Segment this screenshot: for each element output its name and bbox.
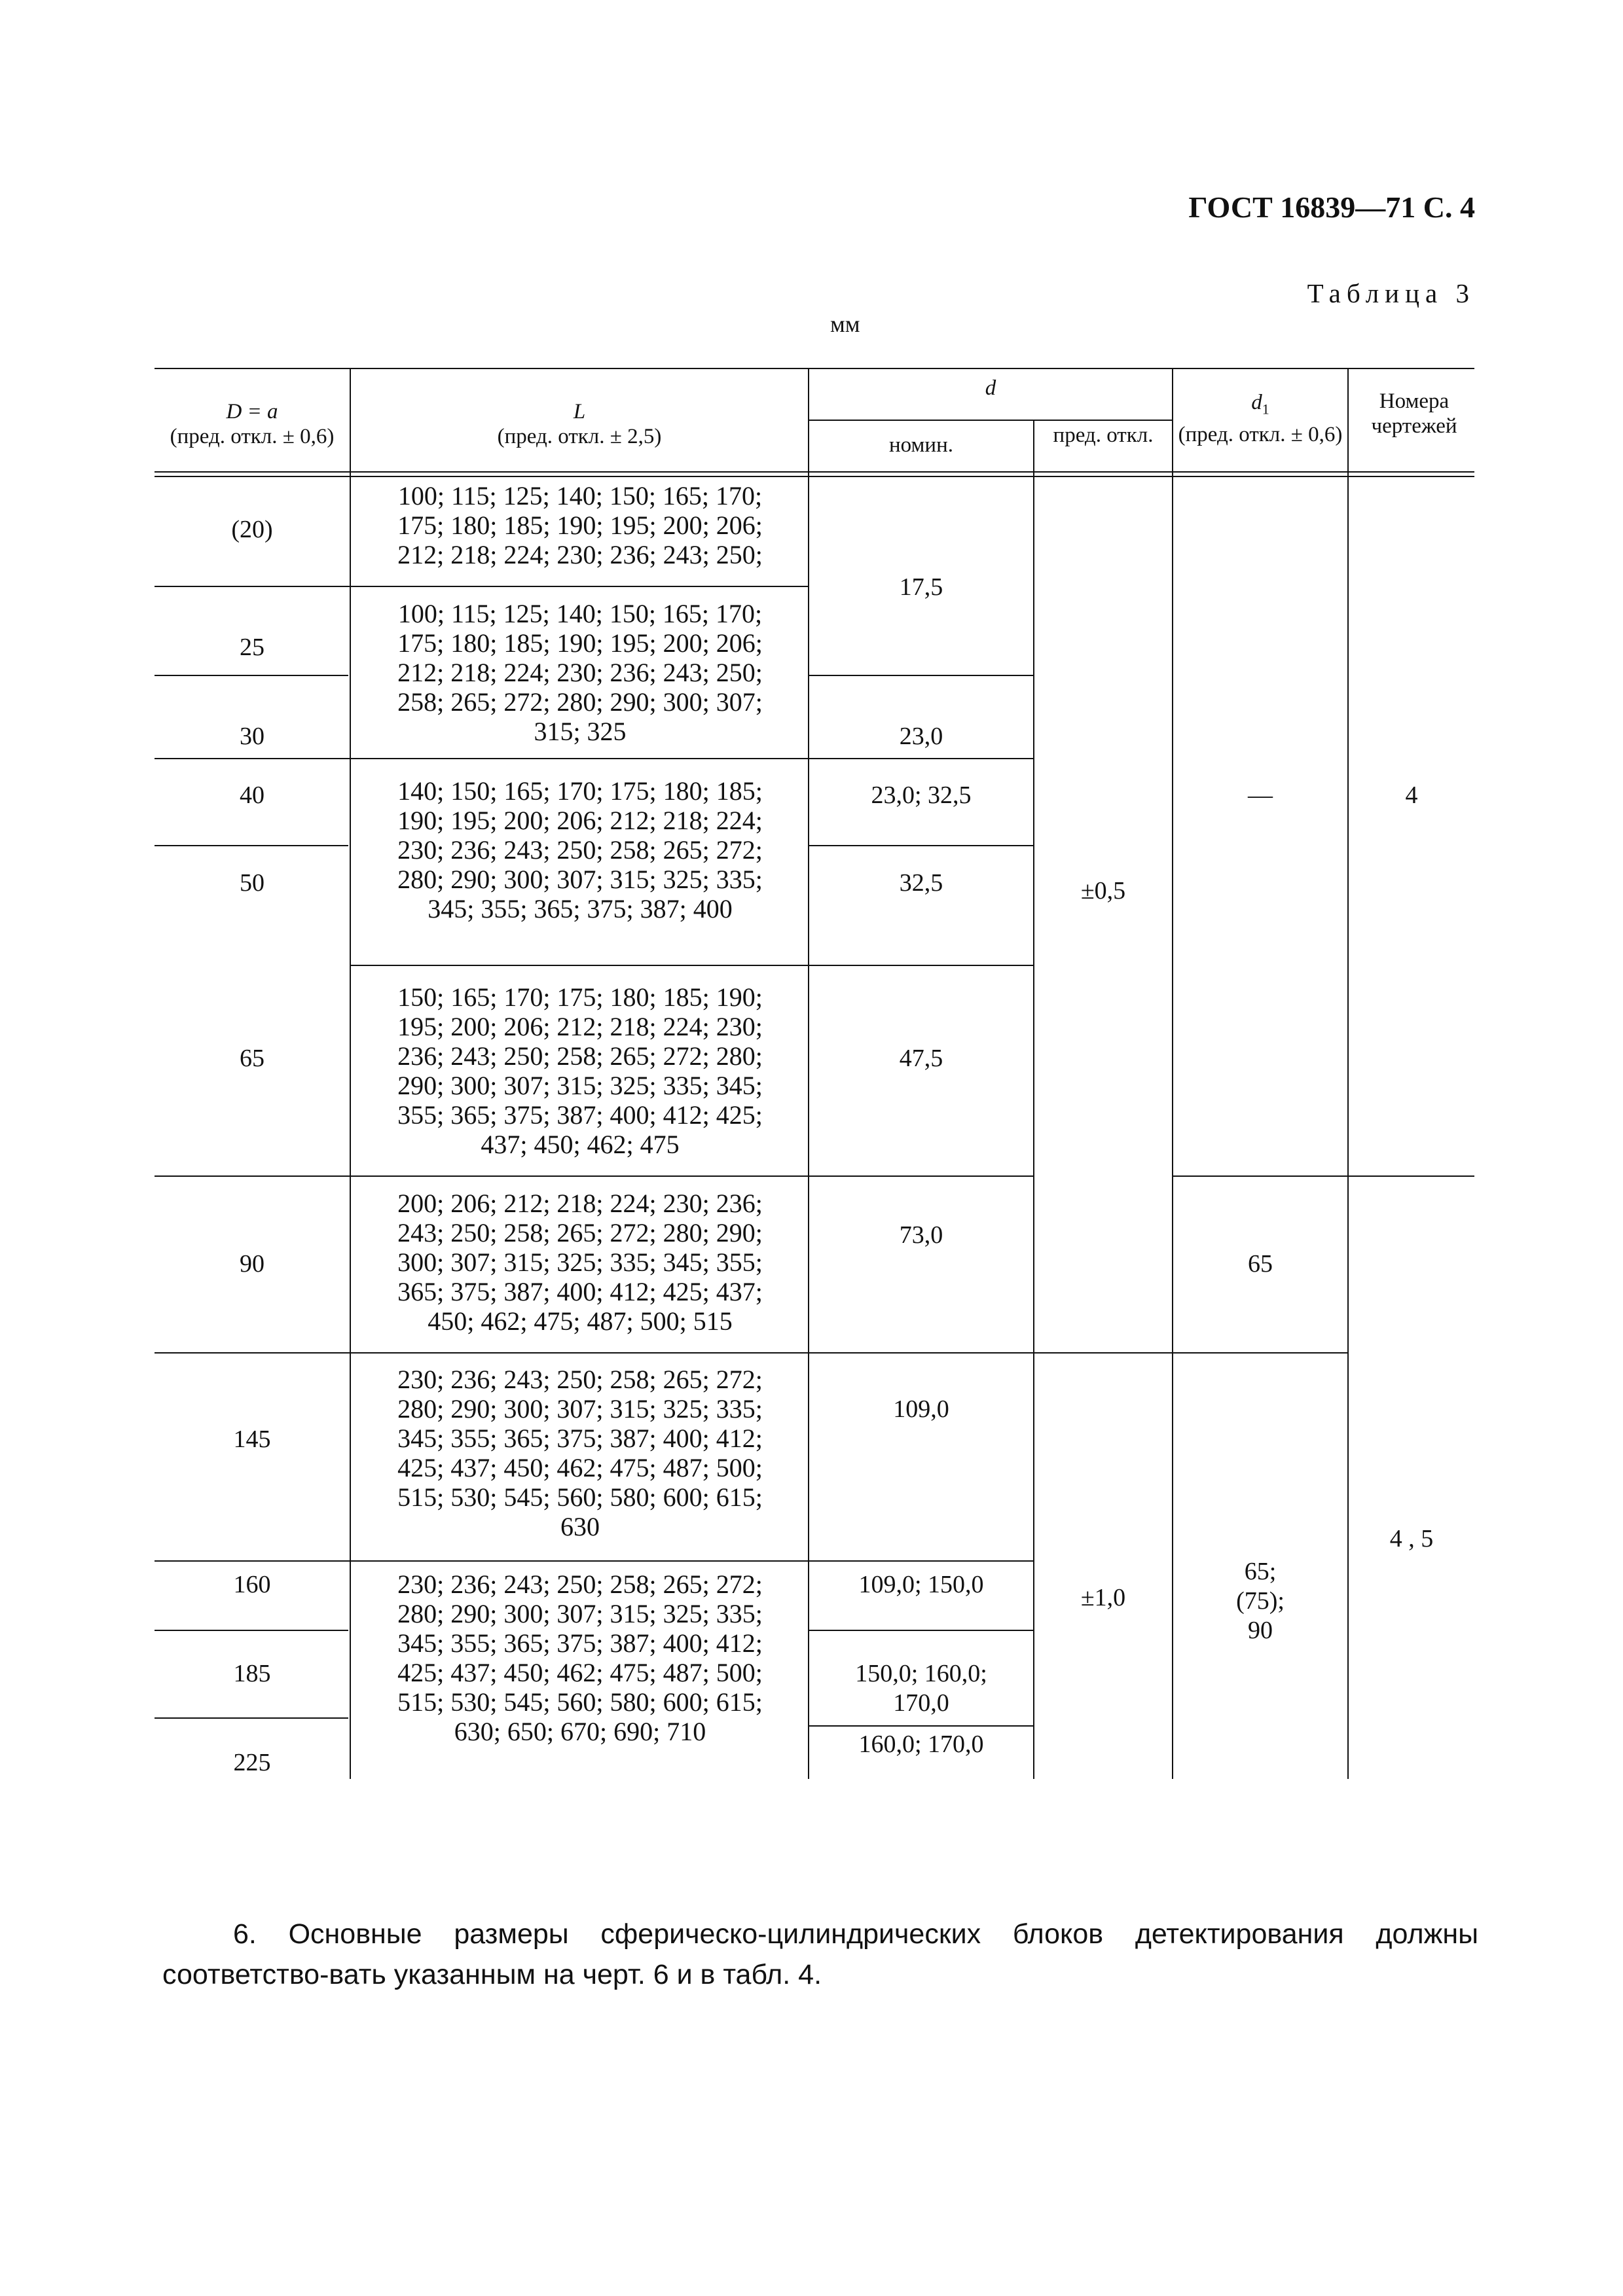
dnom-23-32-5: 23,0; 32,5 [871,781,972,809]
dnom-160-170: 160,0; 170,0 [858,1730,984,1758]
d1-65: 65 [1248,1249,1273,1278]
col-rule-1 [350,368,351,1779]
drawing-4-5: 4 , 5 [1389,1524,1434,1552]
table-unit: мм [830,311,860,337]
table-caption: Таблица 3 [1307,278,1475,308]
dnom-150-160-170: 150,0; 160,0; 170,0 [855,1660,987,1717]
header-L [351,399,808,449]
d-row-90: 90 [240,1249,264,1278]
dnom-73-0: 73,0 [899,1221,943,1249]
header-L-symbol: L [573,400,586,423]
page-header: ГОСТ 16839—71 С. 4 [1188,190,1475,224]
drawing-4: 4 [1405,781,1418,809]
header-L-tolerance: (пред. откл. ± 2,5) [497,425,662,448]
d-row-30: 30 [240,722,264,750]
rule-row-20 [155,586,808,587]
col-rule-4 [1172,368,1173,1779]
d-row-40: 40 [240,781,264,809]
header-d-symbol: d [985,376,996,400]
rule-row-185 [155,1717,348,1719]
header-d1-subscript: 1 [1262,401,1269,418]
l-values-20: 100; 115; 125; 140; 150; 165; 170; 175; 180; 185; 190; 195; 200; 206; 212; 218; 224; 230; 236; 243; 250; [397,481,763,569]
rule-row-90-b [1034,1352,1349,1354]
d-row-225: 225 [233,1748,271,1776]
rule-row-40 [155,845,348,846]
rule-row-25 [155,675,348,676]
d-row-185: 185 [233,1659,271,1687]
col-rule-3 [1033,420,1034,1779]
header-d1-tolerance: (пред. откл. ± 0,6) [1178,422,1343,446]
rule-dnom-40 [809,845,1034,846]
dnom-32-5: 32,5 [899,869,943,897]
rule-row-30 [155,758,1034,759]
col-rule-5 [1347,368,1349,1779]
dnom-17-5: 17,5 [899,573,943,601]
dnom-23-0: 23,0 [899,722,943,750]
dnom-47-5: 47,5 [899,1044,943,1072]
header-d-nominal: номин. [889,433,953,457]
rule-dnom-160 [809,1630,1034,1631]
header-d [809,376,1172,401]
rule-row-160 [155,1630,348,1631]
d-row-65: 65 [240,1044,264,1072]
header-d1-symbol: d [1251,391,1262,414]
header-D-tolerance: (пред. откл. ± 0,6) [170,425,335,448]
l-values-160-225: 230; 236; 243; 250; 258; 265; 272; 280; 290; 300; 307; 315; 325; 335; 345; 355; 365; 375; 387; 400; 412; 425; 437; 450; 462; 475; 487; 500; 515; 530; 545; 560; 580; 600; 615; 630; 650; 670; 690; 710 [397,1570,763,1746]
rule-dnom-185 [809,1725,1034,1727]
header-d1 [1173,390,1347,447]
table-header-rule-2 [155,476,1474,477]
d-row-50: 50 [240,869,264,897]
table-top-rule [155,368,1474,369]
d-row-25: 25 [240,633,264,661]
rule-right-65 [1173,1175,1474,1177]
d1-dash: — [1248,781,1273,809]
l-values-25-30: 100; 115; 125; 140; 150; 165; 170; 175; 180; 185; 190; 195; 200; 206; 212; 218; 224; 230; 236; 243; 250; 258; 265; 272; 280; 290; 300; 307; 315; 325 [397,599,763,746]
ddev-0-5: ±0,5 [1080,876,1126,905]
dnom-109-150: 109,0; 150,0 [858,1570,984,1598]
ddev-1-0: ±1,0 [1080,1583,1126,1611]
d1-65-75-90: 65; (75); 90 [1236,1557,1285,1644]
table-header-rule-1 [155,471,1474,473]
header-D-symbol: D = a [226,400,278,423]
rule-row-145 [155,1560,1034,1562]
header-drawings: Номера чертежей [1371,389,1457,438]
d-row-160: 160 [233,1570,271,1598]
rule-d-subheader [809,420,1173,421]
l-values-65: 150; 165; 170; 175; 180; 185; 190; 195; 200; 206; 212; 218; 224; 230; 236; 243; 250; 258; 265; 272; 280; 290; 300; 307; 315; 325; 335; 345; 355; 365; 375; 387; 400; 412; 425; 437; 450; 462; 475 [397,982,763,1159]
d-row-20: (20) [231,515,273,543]
rule-row-90-a [155,1352,1034,1354]
rule-row-50 [351,965,1034,966]
header-D [155,399,350,449]
header-d-deviation: пред. откл. [1053,423,1154,447]
d-row-145: 145 [233,1425,271,1453]
l-values-145: 230; 236; 243; 250; 258; 265; 272; 280; 290; 300; 307; 315; 325; 335; 345; 355; 365; 375; 387; 400; 412; 425; 437; 450; 462; 475; 487; 500; 515; 530; 545; 560; 580; 600; 615; 630 [397,1365,763,1541]
paragraph-6: 6. Основные размеры сферическо-цилиндрических блоков детектирования должны соответство-вать указанным на черт. 6 и в табл. 4. [162,1918,1478,1990]
l-values-40-50: 140; 150; 165; 170; 175; 180; 185; 190; 195; 200; 206; 212; 218; 224; 230; 236; 243; 250; 258; 265; 272; 280; 290; 300; 307; 315; 325; 335; 345; 355; 365; 375; 387; 400 [397,776,763,924]
rule-row-65 [155,1175,1034,1177]
l-values-90: 200; 206; 212; 218; 224; 230; 236; 243; 250; 258; 265; 272; 280; 290; 300; 307; 315; 325; 335; 345; 355; 365; 375; 387; 400; 412; 425; 437; 450; 462; 475; 487; 500; 515 [397,1189,763,1336]
rule-dnom-175 [809,675,1034,676]
dnom-109-0: 109,0 [893,1395,949,1423]
